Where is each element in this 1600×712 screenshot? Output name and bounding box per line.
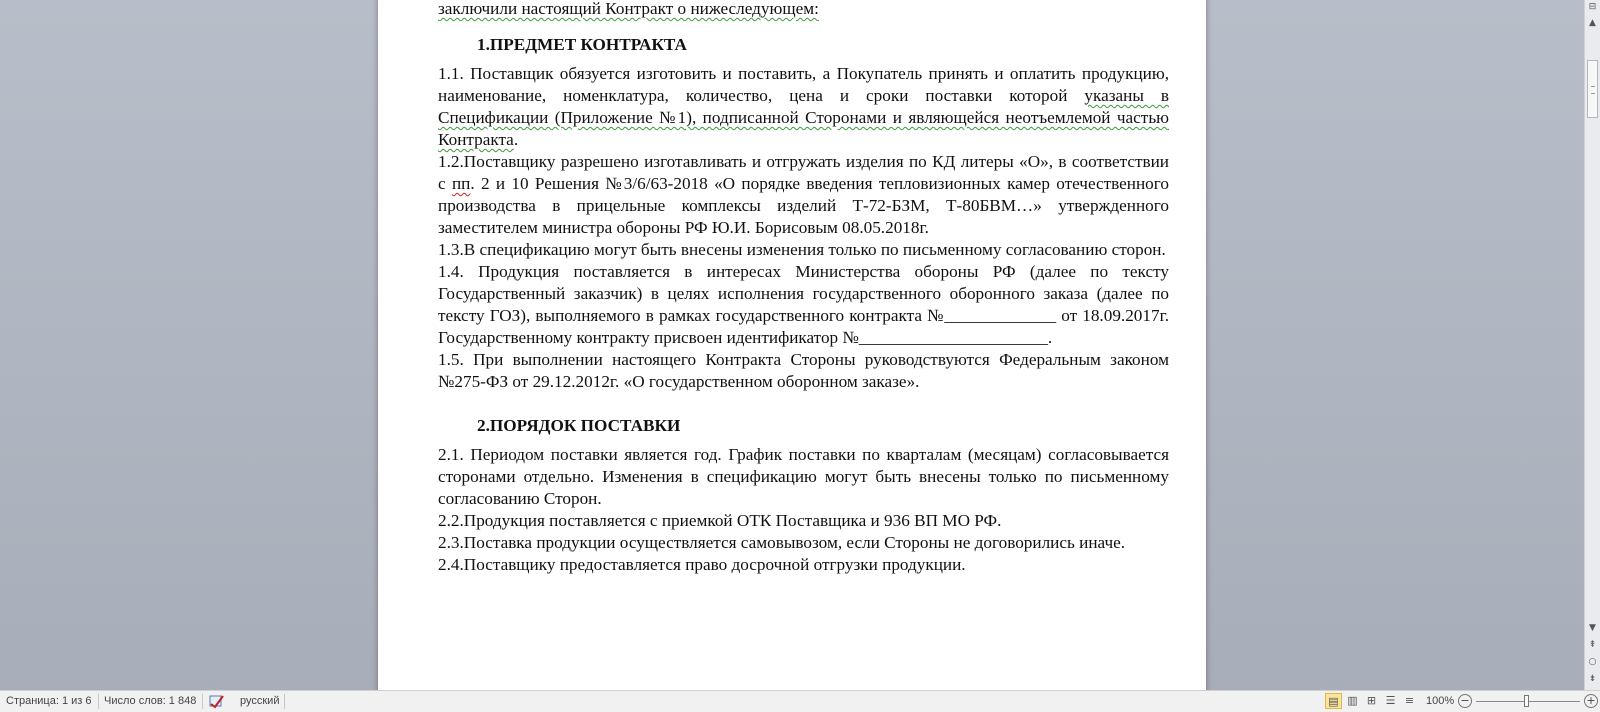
status-divider: [284, 694, 285, 709]
zoom-level[interactable]: 100%: [1426, 695, 1455, 707]
language-indicator[interactable]: русский: [240, 695, 280, 707]
p1-2-misspelled-word: пп: [451, 174, 471, 193]
scroll-down-icon[interactable]: ▼: [1589, 623, 1596, 633]
outline-icon[interactable]: ☰: [1385, 694, 1396, 707]
status-bar: [0, 690, 1600, 712]
next-page-icon[interactable]: ⇟: [1588, 674, 1597, 684]
scroll-up-icon[interactable]: ▲: [1589, 18, 1596, 28]
page-count[interactable]: Страница: 1 из 6: [6, 695, 92, 707]
intro-line: [438, 0, 1169, 20]
web-layout-icon[interactable]: ⊞: [1366, 694, 1377, 707]
paragraph-1-3: 1.3.В спецификацию могут быть внесены изменения только по письменному согласованию сторон.: [438, 240, 1166, 259]
p1-1-text-b: указаны в Спецификации (Приложение №1), подписанной Сторонами и являющейся неотъемлемой частью Контракта: [438, 86, 1170, 149]
draft-icon[interactable]: ≡: [1404, 694, 1415, 707]
print-layout-icon[interactable]: ▤: [1325, 693, 1342, 709]
scrollbar-thumb[interactable]: [1587, 60, 1598, 118]
full-screen-reading-icon[interactable]: ▥: [1347, 694, 1358, 707]
browse-object-icon[interactable]: ○: [1588, 657, 1597, 667]
status-divider: [202, 694, 203, 709]
paragraph-2-2: 2.2.Продукция поставляется с приемкой ОТК Поставщика и 936 ВП МО РФ.: [438, 511, 1002, 530]
paragraph-2-3: 2.3.Поставка продукции осуществляется самовывозом, если Стороны не договорились иначе.: [438, 533, 1126, 552]
zoom-slider-thumb[interactable]: [1524, 695, 1529, 707]
document-body[interactable]: [438, 0, 1169, 576]
ruler-toggle-icon[interactable]: ⊟: [1588, 2, 1597, 12]
paragraph-2-1: 2.1. Периодом поставки является год. График поставки по кварталам (месяцам) согласовывается сторонами отдельно. Изменения в спецификацию могут быть внесены только по письменному согласованию Сторон.: [438, 445, 1169, 508]
section-2-title: 2.ПОРЯДОК ПОСТАВКИ: [477, 416, 681, 435]
paragraph-1-2: [438, 151, 1169, 239]
previous-page-icon[interactable]: ⇞: [1588, 640, 1597, 650]
p1-1-text-c: .: [513, 130, 519, 149]
zoom-in-button[interactable]: +: [1584, 694, 1598, 708]
zoom-out-button[interactable]: −: [1458, 694, 1472, 708]
paragraph-1-5: 1.5. При выполнении настоящего Контракта Стороны руководствуются Федеральным законом №275-ФЗ от 29.12.2012г. «О государственном оборонном заказе».: [438, 350, 1169, 391]
word-count[interactable]: Число слов: 1 848: [104, 695, 197, 707]
section-1-title: 1.ПРЕДМЕТ КОНТРАКТА: [477, 35, 687, 54]
proofing-icon[interactable]: [208, 693, 226, 712]
p1-2-text-a: 1.2.Поставщику разрешено изготавливать и отгружать изделия по КД литеры «О», в соответствии с: [438, 152, 1169, 193]
status-divider: [98, 694, 99, 709]
intro-text: заключили настоящий Контракт о нижеследующем:: [438, 0, 819, 18]
paragraph-2-4: 2.4.Поставщику предоставляется право досрочной отгрузки продукции.: [438, 555, 966, 574]
p1-2-text-b: . 2 и 10 Решения №3/6/63-2018 «О порядке введения тепловизионных камер отечественного производства в прицельные комплексы изделий Т-72-БЗМ, Т-80БВМ…» утвержденного заместителем министра обороны РФ Ю.И. Борисовым 08.05.2018г.: [438, 174, 1169, 237]
paragraph-1-4: 1.4. Продукция поставляется в интересах Министерства обороны РФ (далее по тексту Государственный заказчик) в целях исполнения государственного оборонного заказа (далее по тексту ГОЗ), выполняемого в рамках государственного контракта №_____________ от 18.09.2017г. Государственному контракту присвоен идентификатор №______________________.: [438, 262, 1169, 347]
p1-1-text-a: 1.1. Поставщик обязуется изготовить и поставить, а Покупатель принять и оплатить продукцию, наименование, номенклатура, количество, цена и сроки поставки которой: [438, 64, 1169, 105]
vertical-scrollbar[interactable]: [1584, 0, 1600, 690]
document-page[interactable]: [378, 0, 1206, 690]
paragraph-1-1: [438, 63, 1169, 151]
